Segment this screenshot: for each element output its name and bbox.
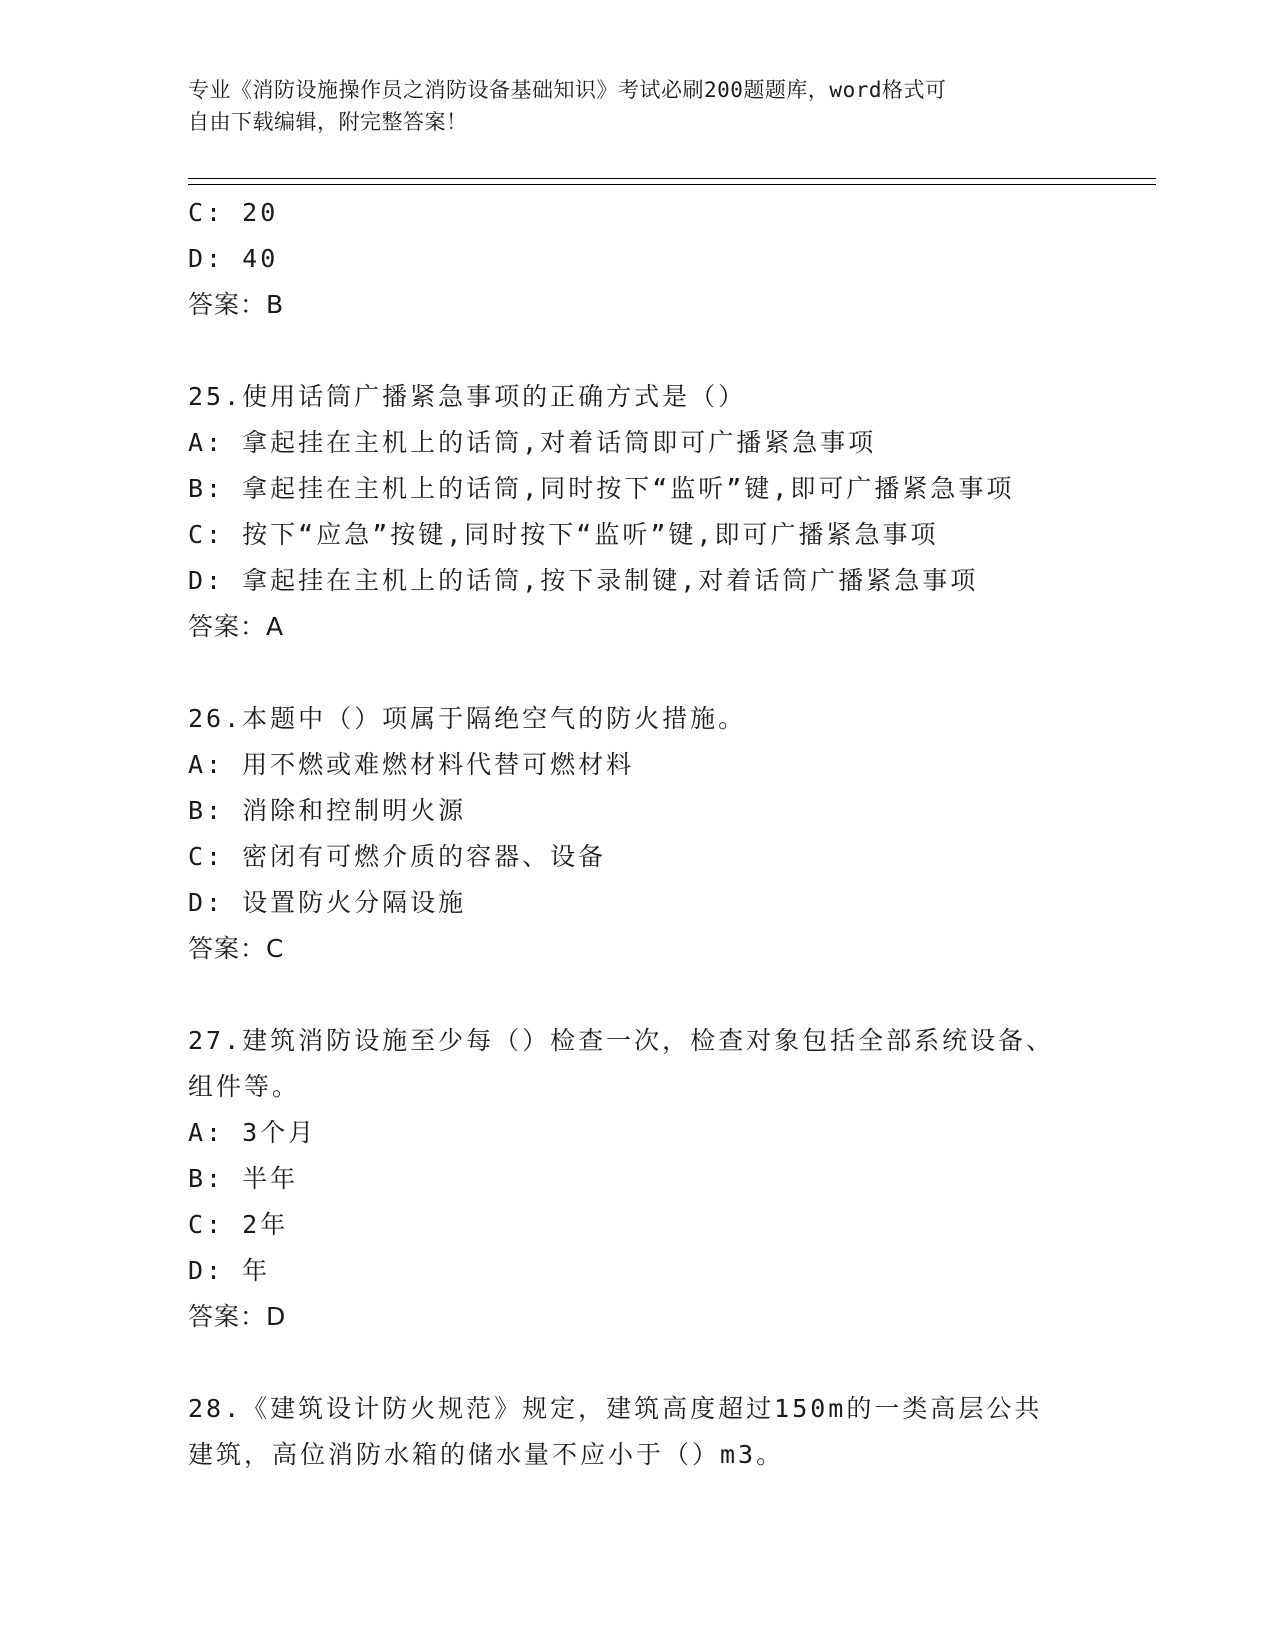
question-24-tail <box>188 190 1148 328</box>
option-c: C: 20 <box>188 198 279 227</box>
option-a: A: 3个月 <box>188 1118 317 1147</box>
option-b: B: 拿起挂在主机上的话筒,同时按下“监听”键,即可广播紧急事项 <box>188 474 1015 503</box>
question-26 <box>188 696 1148 972</box>
header-title-line-2: 自由下载编辑，附完整答案！ <box>188 110 468 134</box>
answer-line: 答案：B <box>188 290 285 319</box>
spacer <box>188 972 1148 1018</box>
spacer <box>188 650 1148 696</box>
option-d: D: 40 <box>188 244 279 273</box>
option-d: D: 设置防火分隔设施 <box>188 888 467 917</box>
spacer <box>188 328 1148 374</box>
question-list <box>188 190 1148 1478</box>
option-c: C: 按下“应急”按键,同时按下“监听”键,即可广播紧急事项 <box>188 520 939 549</box>
answer-line: 答案：D <box>188 1302 287 1331</box>
answer-line: 答案：A <box>188 612 285 641</box>
option-c: C: 2年 <box>188 1210 289 1239</box>
option-a: A: 用不燃或难燃材料代替可燃材料 <box>188 750 635 779</box>
question-28 <box>188 1386 1148 1478</box>
option-c: C: 密闭有可燃介质的容器、设备 <box>188 842 607 871</box>
option-b: B: 半年 <box>188 1164 299 1193</box>
document-header <box>188 74 1068 138</box>
question-stem: 26.本题中（）项属于隔绝空气的防火措施。 <box>188 704 747 733</box>
question-stem-line-1: 28.《建筑设计防火规范》规定，建筑高度超过150m的一类高层公共 <box>188 1394 1043 1423</box>
header-rule-bottom <box>188 184 1156 185</box>
question-stem-line-1: 27.建筑消防设施至少每（）检查一次，检查对象包括全部系统设备、 <box>188 1026 1055 1055</box>
option-d: D: 年 <box>188 1256 271 1285</box>
question-25 <box>188 374 1148 650</box>
question-stem-line-2: 组件等。 <box>188 1072 301 1101</box>
question-stem: 25.使用话筒广播紧急事项的正确方式是（） <box>188 382 747 411</box>
spacer <box>188 1340 1148 1386</box>
option-a: A: 拿起挂在主机上的话筒,对着话筒即可广播紧急事项 <box>188 428 877 457</box>
answer-line: 答案：C <box>188 934 285 963</box>
question-27 <box>188 1018 1148 1340</box>
option-d: D: 拿起挂在主机上的话筒,按下录制键,对着话筒广播紧急事项 <box>188 566 979 595</box>
option-b: B: 消除和控制明火源 <box>188 796 467 825</box>
question-stem-line-2: 建筑，高位消防水箱的储水量不应小于（）m3。 <box>188 1440 785 1469</box>
header-rule-top <box>188 178 1156 179</box>
header-title-line-1: 专业《消防设施操作员之消防设备基础知识》考试必刷200题题库，word格式可 <box>188 78 947 102</box>
